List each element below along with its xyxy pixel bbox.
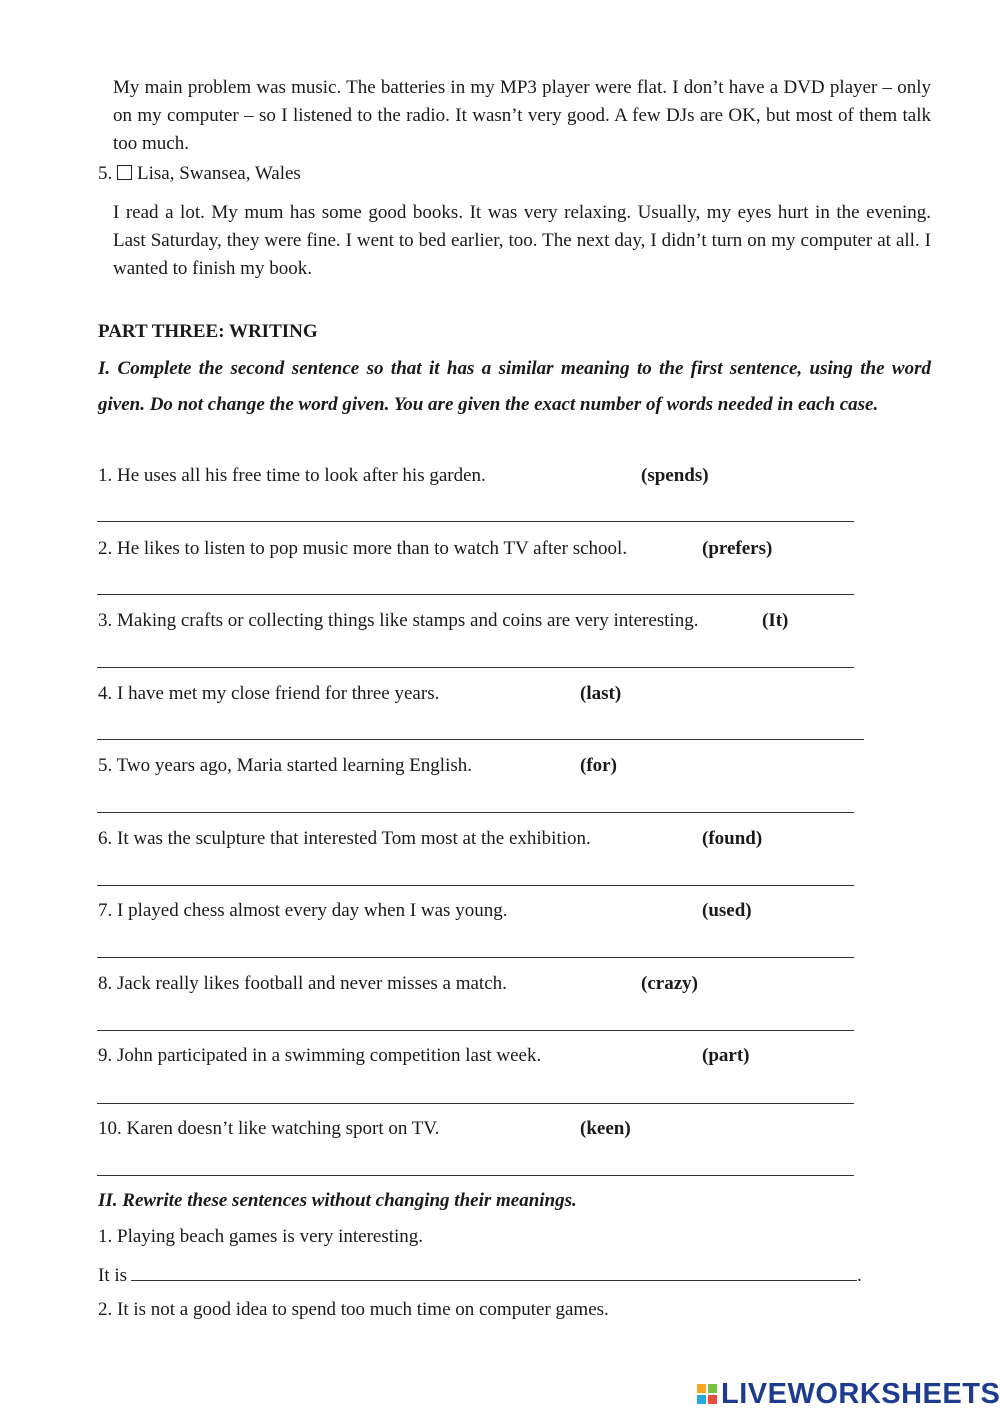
- answer-line-10[interactable]: [97, 1175, 854, 1176]
- question-7-text: 7. I played chess almost every day when I was young.: [98, 900, 508, 921]
- answer-line-3[interactable]: [97, 667, 854, 668]
- question-2-text: 2. He likes to listen to pop music more than to watch TV after school.: [98, 538, 628, 559]
- question-2-keyword: (prefers): [702, 538, 773, 559]
- answer-line-7[interactable]: [97, 957, 854, 958]
- question-10-text: 10. Karen doesn’t like watching sport on TV.: [98, 1118, 440, 1139]
- question-10-keyword: (keen): [580, 1118, 631, 1139]
- answer-line-5[interactable]: [97, 812, 854, 813]
- question-9-keyword: (part): [702, 1045, 750, 1066]
- question-6-text: 6. It was the sculpture that interested Tom most at the exhibition.: [98, 828, 591, 849]
- reading-item-5: [98, 160, 301, 188]
- checkbox-icon[interactable]: [117, 165, 132, 180]
- rewrite-1-prefix: It is: [98, 1265, 128, 1286]
- question-8-keyword: (crazy): [641, 973, 698, 994]
- question-1-keyword: (spends): [641, 465, 709, 486]
- answer-line-9[interactable]: [97, 1103, 854, 1104]
- answer-line-2[interactable]: [97, 594, 854, 595]
- rewrite-2-text: 2. It is not a good idea to spend too much time on computer games.: [98, 1299, 609, 1320]
- rewrite-1-input-line[interactable]: [131, 1260, 857, 1281]
- reading-paragraph-4: My main problem was music. The batteries in my MP3 player were flat. I don’t have a DVD player – only on my computer – so I listened to the radio. It wasn’t very good. A few DJs are OK, but most of them talk too much.: [113, 77, 931, 154]
- logo-blocks-icon: [697, 1384, 717, 1404]
- section-1-instruction: I. Complete the second sentence so that it has a similar meaning to the first sentence, using the word given. Do not change the word given. You are given the exact number of words needed in each case.: [98, 358, 931, 415]
- section-2-instruction: II. Rewrite these sentences without changing their meanings.: [98, 1190, 577, 1211]
- question-4-keyword: (last): [580, 683, 622, 704]
- liveworksheets-logo: [697, 1378, 1000, 1410]
- question-3-text: 3. Making crafts or collecting things like stamps and coins are very interesting.: [98, 610, 699, 631]
- reading-paragraph-5: I read a lot. My mum has some good books. It was very relaxing. Usually, my eyes hurt in the evening. Last Saturday, they were fine. I went to bed earlier, too. The next day, I didn’t turn on my computer at all. I wanted to finish my book.: [113, 202, 931, 279]
- question-6-keyword: (found): [702, 828, 763, 849]
- question-5-keyword: (for): [580, 755, 617, 776]
- answer-line-1[interactable]: [97, 521, 854, 522]
- item-5-number: 5.: [98, 163, 113, 184]
- question-1-text: 1. He uses all his free time to look after his garden.: [98, 465, 486, 486]
- question-4-text: 4. I have met my close friend for three years.: [98, 683, 440, 704]
- question-8-text: 8. Jack really likes football and never misses a match.: [98, 973, 507, 994]
- section-heading: PART THREE: WRITING: [98, 321, 318, 342]
- question-3-keyword: (It): [762, 610, 789, 631]
- answer-line-4[interactable]: [97, 739, 864, 740]
- rewrite-1-text: 1. Playing beach games is very interesting.: [98, 1226, 424, 1247]
- logo-text: LIVEWORKSHEETS: [721, 1378, 1000, 1410]
- answer-line-6[interactable]: [97, 885, 854, 886]
- rewrite-1-answer: [98, 1260, 862, 1290]
- rewrite-1-end: .: [857, 1265, 862, 1286]
- item-5-label: Lisa, Swansea, Wales: [137, 163, 301, 184]
- question-7-keyword: (used): [702, 900, 752, 921]
- answer-line-8[interactable]: [97, 1030, 854, 1031]
- question-5-text: 5. Two years ago, Maria started learning English.: [98, 755, 472, 776]
- question-9-text: 9. John participated in a swimming competition last week.: [98, 1045, 542, 1066]
